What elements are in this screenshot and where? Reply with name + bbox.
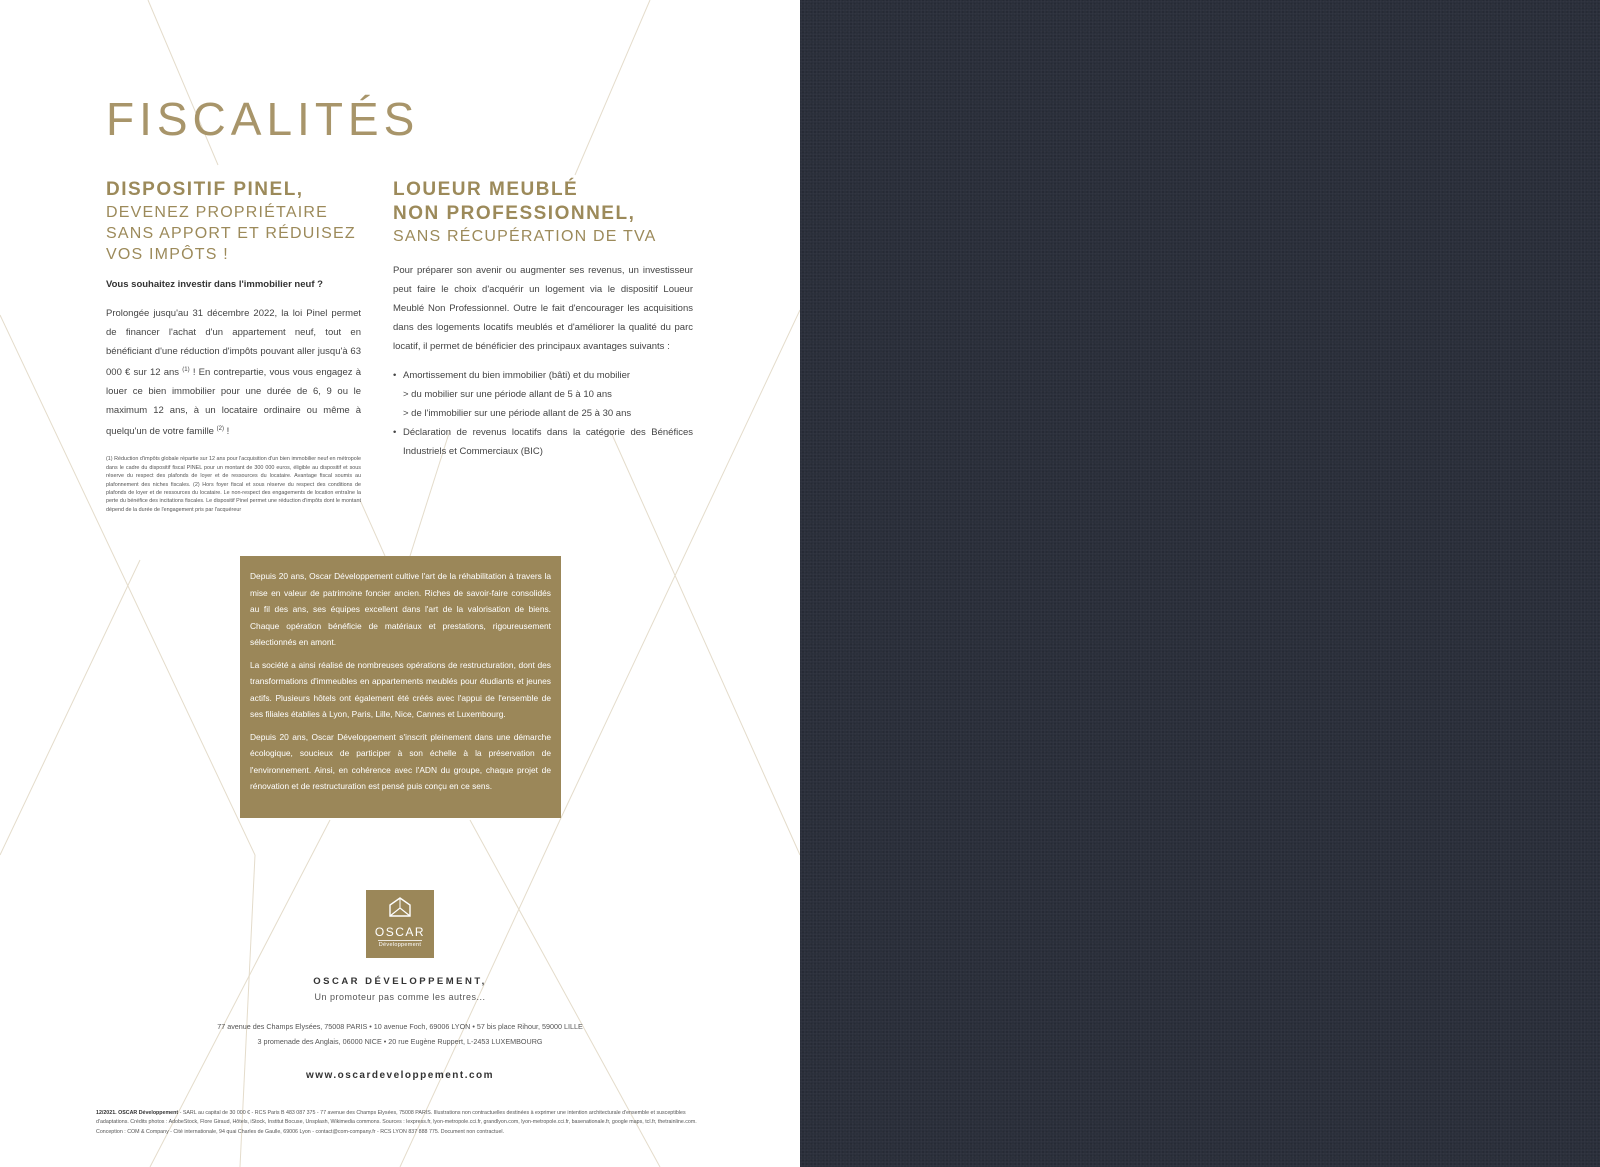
footnote-ref-2: (2) [216,426,224,433]
lmnp-heading-2: NON PROFESSIONNEL, [393,203,636,224]
list-subitem: > du mobilier sur une période allant de 5 à 10 ans [403,388,612,400]
box-paragraph: Depuis 20 ans, Oscar Développement cultive l'art de la réhabilitation à travers la mise en valeur de patrimoine foncier ancien. Riches de savoir-faire consolidés au fil des ans, ses équipes excellent dans l'art de la valorisation de biens. Chaque opération bénéficie de matériaux et prestations, rigoureusement sélectionnés en amont. [250,571,551,647]
address-line-2: 3 promenade des Anglais, 06000 NICE • 20 rue Eugène Ruppert, L-2453 LUXEMBOURG [257,1037,543,1046]
footnote-ref-1: (1) [182,367,190,373]
pinel-subheading-2: SANS APPORT ET RÉDUISEZ [106,225,356,242]
lmnp-section [393,178,693,461]
logo-divider [378,940,422,941]
pinel-section [106,178,361,520]
website-link[interactable]: www.oscardeveloppement.com [305,1070,495,1081]
oscar-logo [366,890,434,958]
logo-subtitle: Développement [378,942,422,948]
brand-tagline: Un promoteur pas comme les autres... [314,992,486,1002]
pinel-body: Prolongée jusqu'au 31 décembre 2022, la loi Pinel permet de financer l'achat d'un appartement neuf, tout en bénéficiant d'une réduction d'impôts pouvant aller jusqu'à 63 000 € sur 12 ans $^{(1)}$ ! En contrepartie, vous vous engagez à louer ce bien immobilier pour une durée de 6, 9 ou le maximum 12 ans, à un locataire ordinaire ou même à quelqu'un de votre famille $^{(2)}$ ! [106,308,361,438]
page-title: FISCALITÉS [106,93,420,145]
pinel-subheading-3: VOS IMPÔTS ! [106,246,229,263]
legal-notice: 12/2021. OSCAR Développement - SARL au capital de 30 000 € - RCS Paris B 483 087 375 - 77 avenue des Champs Elysées, 75008 PARIS. Illustrations non contractuelles destinées à exprimer une intention architecturale d'ensemble et susceptibles d'adaptations. Crédits photos : AdobeStock, Flore Giraud, Hôtels, iStock, Institut Bocuse, Unsplash, Wikimedia commons. Sources : lexpress.fr, lyon-metropole.cci.fr, grandlyon.com, lyon-metropole.cci.fr, basenationale.fr, google maps, tcl.fr, thetrainline.com. Conception : COM & Company - Cité internationale, 94 quai Charles de Gaulle, 69006 Lyon - contact@com-company.fr - RCS LYON 837 888 775. Document non contractuel. [96,1110,697,1135]
lmnp-body: Pour préparer son avenir ou augmenter ses revenus, un investisseur peut faire le choix d'acquérir un logement via le dispositif Loueur Meublé Non Professionnel. Outre le fait d'encourager les acquisitions dans des logements locatifs meublés et d'améliorer la qualité du parc locatif, il permet de bénéficier des principaux avantages suivants : [393,265,693,352]
box-paragraph: La société a ainsi réalisé de nombreuses opérations de restructuration, dont des transformations d'immeubles en appartements meublés pour étudiants et jeunes actifs. Plusieurs hôtels ont également été créés avec l'appui de l'ensemble de ses filiales établies à Lyon, Paris, Lille, Nice, Cannes et Luxembourg. [250,659,551,719]
address-line-1: 77 avenue des Champs Elysées, 75008 PARIS • 10 avenue Foch, 69006 LYON • 57 bis place Rihour, 59000 LILLE [217,1022,583,1031]
pinel-question: Vous souhaitez investir dans l'immobilier neuf ? [106,279,323,290]
logo-name: OSCAR [374,925,426,939]
lmnp-heading-1: LOUEUR MEUBLÉ [393,179,579,200]
company-info-box [240,556,561,818]
list-item: • Amortissement du bien immobilier (bâti) et du mobilier [393,366,693,385]
pinel-subheading-1: DEVENEZ PROPRIÉTAIRE [106,204,328,221]
brand-name: OSCAR DÉVELOPPEMENT, [313,976,487,987]
right-page-dark-panel [800,0,1600,1167]
box-paragraph: Depuis 20 ans, Oscar Développement s'inscrit pleinement dans une démarche écologique, soucieux de participer à son échelle à la préservation de l'environnement. Ainsi, en cohérence avec l'ADN du groupe, chaque projet de rénovation et de restructuration est pensé puis conçu en ce sens. [250,731,551,791]
lmnp-subheading: SANS RÉCUPÉRATION DE TVA [393,228,657,245]
list-item: • Déclaration de revenus locatifs dans la catégorie des Bénéfices Industriels et Commerciaux (BIC) [393,423,693,461]
lmnp-advantages-list [393,366,693,461]
list-subitem: > de l'immobilier sur une période allant de 25 à 30 ans [403,407,632,419]
house-icon [387,896,413,918]
pinel-heading: DISPOSITIF PINEL, [106,179,304,200]
pinel-footnote: (1) Réduction d'impôts globale répartie sur 12 ans pour l'acquisition d'un bien immobilier neuf en métropole dans le cadre du dispositif fiscal PINEL pour un montant de 300 000 euros, éligible au dispositif et sous réserve du respect des plafonds de loyer et de ressources du locataire. Avantage fiscal soumis au plafonnement des niches fiscales. (2) Hors foyer fiscal et sous réserve du respect des conditions de plafonds de loyer et de ressources du locataire. Le non-respect des engagements de location entraîne la perte du bénéfice des incitations fiscales. Le dispositif Pinel permet une réduction d'impôts dont le montant dépend de la durée de l'engagement pris par l'acquéreur [106,456,361,513]
